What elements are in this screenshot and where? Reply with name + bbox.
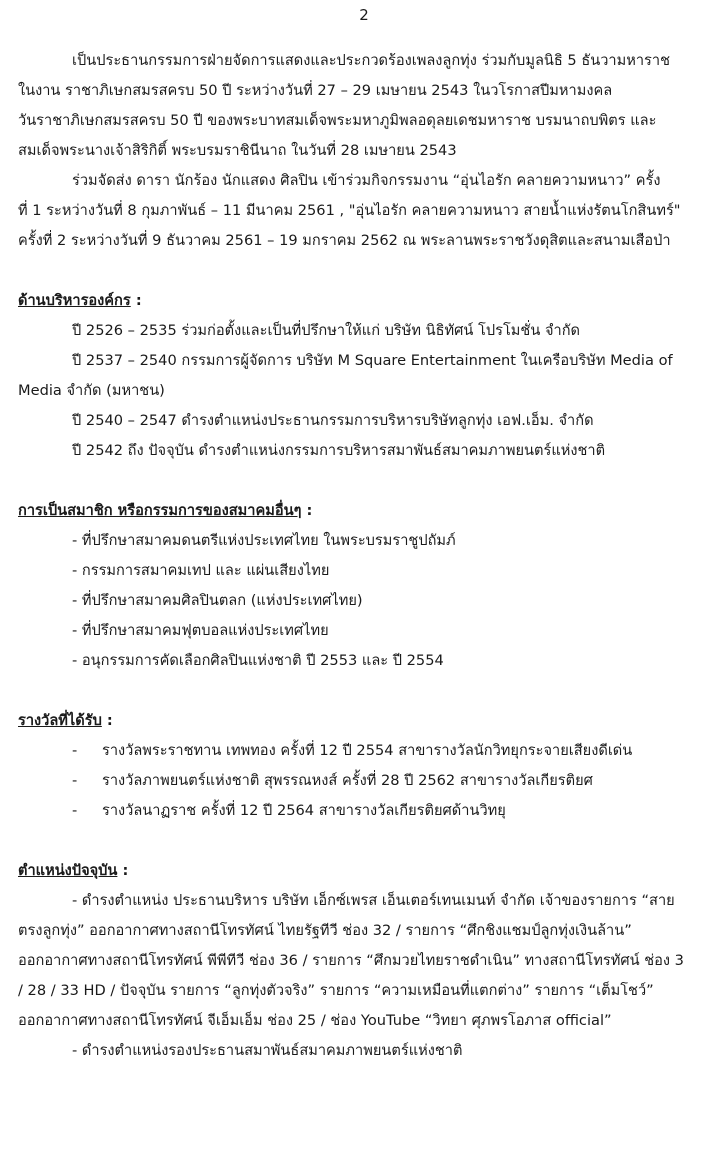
admin-item: ปี 2542 ถึง ปัจจุบัน ดำรงตำแหน่งกรรมการบริหารสมาพันธ์สมาคมภาพยนตร์แห่งชาติ <box>72 442 606 459</box>
intro-line: ที่ 1 ระหว่างวันที่ 8 กุมภาพันธ์ – 11 มีนาคม 2561 , "อุ่นไอรัก คลายความหนาว สายน้ำแห่งรัตนโกสินทร์" <box>18 202 681 219</box>
section-heading-text: รางวัลที่ได้รับ <box>18 712 102 729</box>
section-heading-current <box>18 856 708 886</box>
heading-colon: : <box>101 712 113 729</box>
document-body <box>18 46 708 1066</box>
award-text: รางวัลภาพยนตร์แห่งชาติ สุพรรณหงส์ ครั้งที่ 28 ปี 2562 สาขารางวัลเกียรติยศ <box>102 772 593 789</box>
current-item-2: - ดำรงตำแหน่งรองประธานสมาพันธ์สมาคมภาพยนตร์แห่งชาติ <box>72 1042 463 1059</box>
section-heading-text: ตำแหน่งปัจจุบัน <box>18 862 118 879</box>
page-number: 2 <box>359 6 369 24</box>
intro-line: ร่วมจัดส่ง ดารา นักร้อง นักแสดง ศิลปิน เข้าร่วมกิจกรรมงาน “อุ่นไอรัก คลายความหนาว” ครั้ง <box>72 172 661 189</box>
current-line: ตรงลูกทุ่ง” ออกอากาศทางสถานีโทรทัศน์ ไทยรัฐทีวี ช่อง 32 / รายการ “ศึกชิงแชมป์ลูกทุ่งเงินล้าน” <box>18 922 632 939</box>
award-dash: - <box>72 742 78 759</box>
section-heading-text: การเป็นสมาชิก หรือกรรมการของสมาคมอื่นๆ <box>18 502 302 519</box>
section-heading-membership <box>18 496 708 526</box>
current-line: ออกอากาศทางสถานีโทรทัศน์ จีเอ็มเอ็ม ช่อง 25 / ช่อง YouTube “วิทยา ศุภพรโอภาส official” <box>18 1012 612 1029</box>
intro-line: สมเด็จพระนางเจ้าสิริกิติ์ พระบรมราชินีนาถ ในวันที่ 28 เมษายน 2543 <box>18 142 457 159</box>
heading-colon: : <box>301 502 313 519</box>
admin-item: ปี 2526 – 2535 ร่วมก่อตั้งและเป็นที่ปรึกษาให้แก่ บริษัท นิธิทัศน์ โปรโมชั่น จำกัด <box>72 322 581 339</box>
current-line: - ดำรงตำแหน่ง ประธานบริหาร บริษัท เอ็กซ์เพรส เอ็นเตอร์เทนเมนท์ จำกัด เจ้าของรายการ “สาย <box>72 892 675 909</box>
current-line: / 28 / 33 HD / ปัจจุบัน รายการ “ลูกทุ่งตัวจริง” รายการ “ความเหมือนที่แตกต่าง” รายการ “เต็มโชว์” <box>18 982 654 999</box>
membership-item: - ที่ปรึกษาสมาคมศิลปินตลก (แห่งประเทศไทย) <box>72 592 363 609</box>
award-item <box>18 766 708 796</box>
membership-item: - ที่ปรึกษาสมาคมดนตรีแห่งประเทศไทย ในพระบรมราชูปถัมภ์ <box>72 532 456 549</box>
admin-item: ปี 2540 – 2547 ดำรงตำแหน่งประธานกรรมการบริหารบริษัทลูกทุ่ง เอฟ.เอ็ม. จำกัด <box>72 412 594 429</box>
section-heading-admin <box>18 286 708 316</box>
admin-item: Media จำกัด (มหาชน) <box>18 382 165 399</box>
award-dash: - <box>72 802 78 819</box>
section-heading-awards <box>18 706 708 736</box>
membership-item: - อนุกรรมการคัดเลือกศิลปินแห่งชาติ ปี 2553 และ ปี 2554 <box>72 652 444 669</box>
admin-item: ปี 2537 – 2540 กรรมการผู้จัดการ บริษัท M Square Entertainment ในเครือบริษัท Media of <box>72 352 673 369</box>
intro-line: ในงาน ราชาภิเษกสมรสครบ 50 ปี ระหว่างวันที่ 27 – 29 เมษายน 2543 ในวโรกาสปีมหามงคล <box>18 82 613 99</box>
award-dash: - <box>72 772 78 789</box>
current-line: ออกอากาศทางสถานีโทรทัศน์ พีพีทีวี ช่อง 36 / รายการ “ศึกมวยไทยราชดำเนิน” ทางสถานีโทรทัศน์ ช่อง 3 <box>18 952 684 969</box>
award-item <box>18 796 708 826</box>
membership-item: - ที่ปรึกษาสมาคมฟุตบอลแห่งประเทศไทย <box>72 622 329 639</box>
award-text: รางวัลพระราชทาน เทพทอง ครั้งที่ 12 ปี 2554 สาขารางวัลนักวิทยุกระจายเสียงดีเด่น <box>102 742 633 759</box>
intro-line: เป็นประธานกรรมการฝ่ายจัดการแสดงและประกวดร้องเพลงลูกทุ่ง ร่วมกับมูลนิธิ 5 ธันวามหาราช <box>72 52 670 69</box>
intro-line: ครั้งที่ 2 ระหว่างวันที่ 9 ธันวาคม 2561 – 19 มกราคม 2562 ณ พระลานพระราชวังดุสิตและสนามเสือป่า <box>18 232 671 249</box>
award-text: รางวัลนาฏราช ครั้งที่ 12 ปี 2564 สาขารางวัลเกียรติยศด้านวิทยุ <box>102 802 506 819</box>
membership-item: - กรรมการสมาคมเทป และ แผ่นเสียงไทย <box>72 562 330 579</box>
heading-colon: : <box>117 862 129 879</box>
section-heading-text: ด้านบริหารองค์กร <box>18 292 131 309</box>
award-item <box>18 736 708 766</box>
intro-line: วันราชาภิเษกสมรสครบ 50 ปี ของพระบาทสมเด็จพระมหาภูมิพลอดุลยเดชมหาราช บรมนาถบพิตร และ <box>18 112 657 129</box>
heading-colon: : <box>130 292 142 309</box>
